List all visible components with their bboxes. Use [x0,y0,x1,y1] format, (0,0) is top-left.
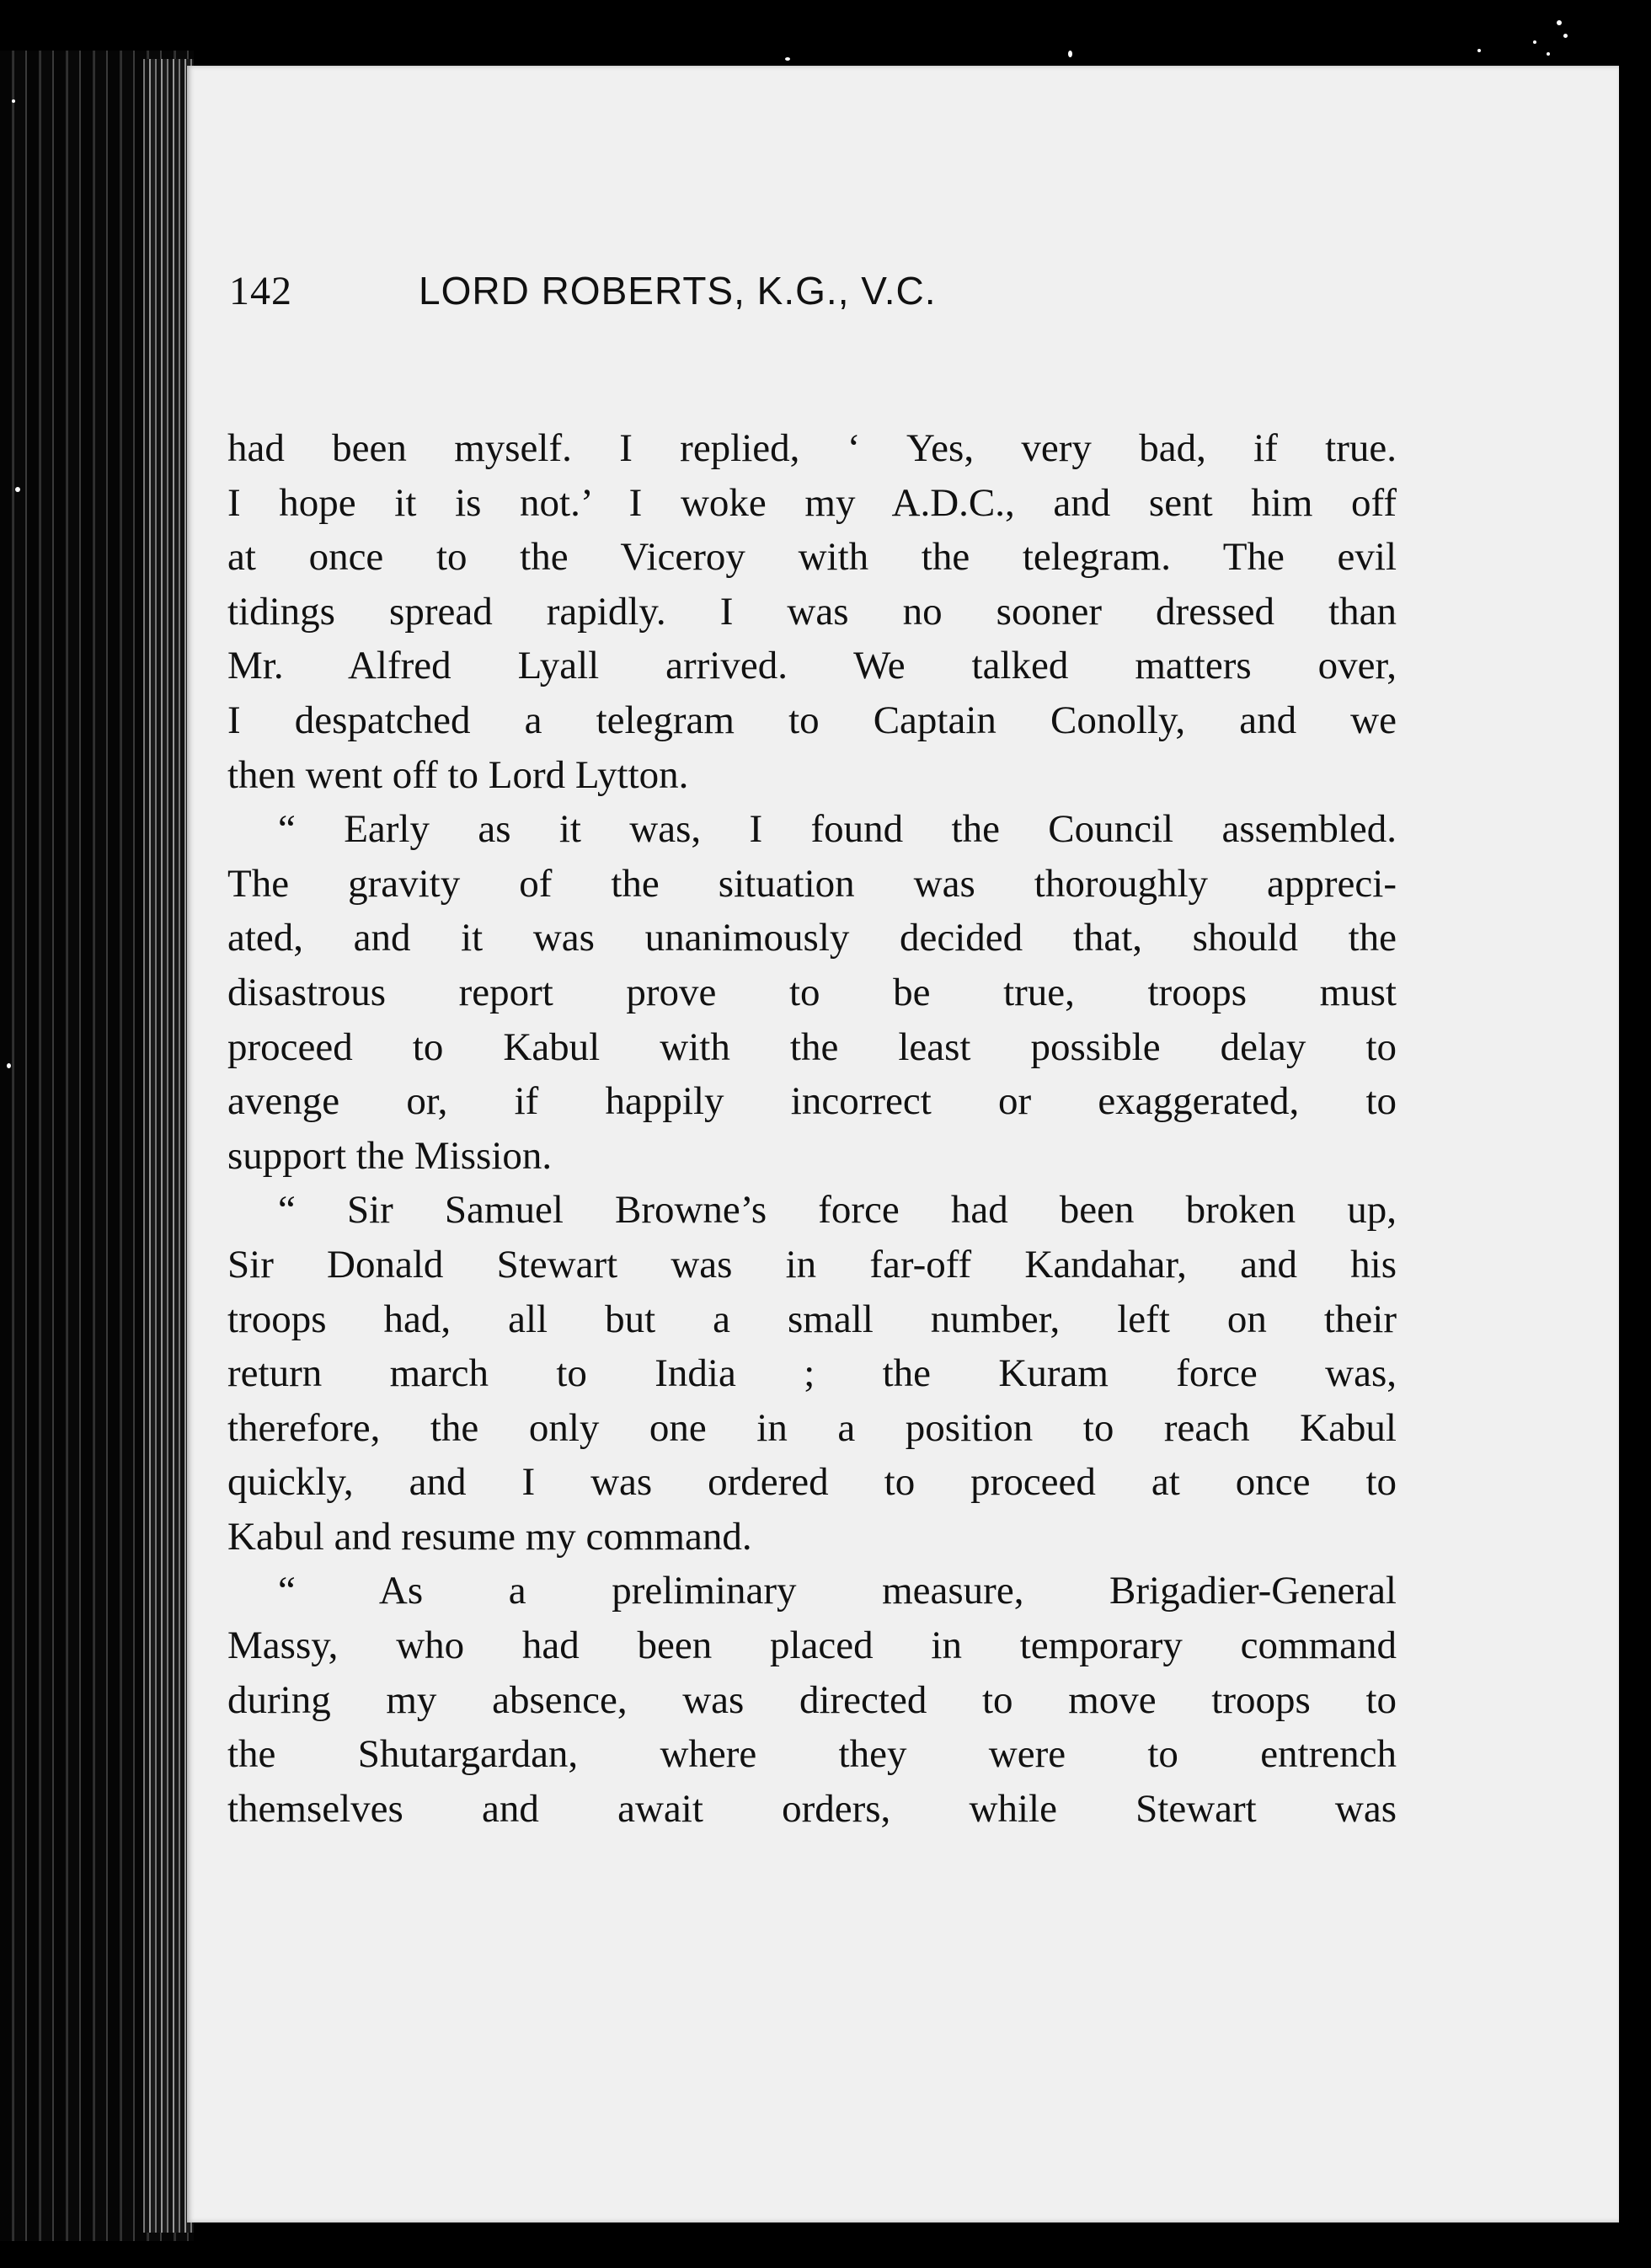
running-title: LORD ROBERTS, K.G., V.C. [419,269,937,313]
text-line: therefore, the only one in a position to reach Kabul [227,1405,1397,1450]
scan-speck [1557,20,1562,25]
text-line: the Shutargardan, where they were to entrench [227,1732,1397,1777]
text-line: troops had, all but a small number, left on their [227,1297,1397,1341]
text-line: proceed to Kabul with the least possible delay to [227,1024,1397,1069]
text-line: disastrous report prove to be true, troops must [227,970,1397,1014]
text-line: Kabul and resume my command. [227,1514,752,1559]
paragraph [227,421,1397,802]
text-line: at once to the Viceroy with the telegram. The evil [227,535,1397,580]
text-line: Massy, who had been placed in temporary command [227,1623,1397,1668]
text-line: themselves and await orders, while Stewart was [227,1786,1397,1831]
text-line: I despatched a telegram to Captain Conolly, and we [227,698,1397,742]
paragraph [227,1564,1397,1836]
page-number: 142 [229,269,292,313]
scan-speck [1068,51,1072,57]
text-line: return march to India ; the Kuram force was, [227,1351,1397,1396]
scan-speck [15,487,20,492]
scan-speck [1533,40,1536,44]
page-edges [143,59,194,2233]
page-header [229,268,1240,335]
text-line: Sir Donald Stewart was in far-off Kandahar, and his [227,1242,1397,1286]
scan-speck [1477,49,1481,52]
body-text [227,421,1397,1836]
text-line: had been myself. I replied, ‘ Yes, very bad, if true. [227,426,1397,470]
text-line: The gravity of the situation was thoroughly appreci- [227,861,1397,906]
text-line: ated, and it was unanimously decided that, should the [227,916,1397,960]
text-line: support the Mission. [227,1133,553,1178]
paragraph [227,1183,1397,1564]
text-line: “ As a preliminary measure, Brigadier-General [278,1569,1397,1613]
text-line: quickly, and I was ordered to proceed at once to [227,1460,1397,1505]
text-line: during my absence, was directed to move troops to [227,1677,1397,1722]
text-line: “ Early as it was, I found the Council assembled. [278,807,1397,852]
scan-speck [12,99,15,103]
text-line: “ Sir Samuel Browne’s force had been broken up, [278,1188,1397,1233]
scan-speck [7,1063,11,1068]
text-line: then went off to Lord Lytton. [227,752,689,797]
text-line: Mr. Alfred Lyall arrived. We talked matters over, [227,644,1397,688]
paragraph [227,802,1397,1183]
scan-speck [1563,34,1568,38]
scan-speck [785,57,790,61]
text-line: avenge or, if happily incorrect or exaggerated, to [227,1079,1397,1124]
scan-speck [1547,52,1550,56]
text-line: tidings spread rapidly. I was no sooner dressed than [227,589,1397,634]
text-line: I hope it is not.’ I woke my A.D.C., and sent him off [227,480,1397,525]
